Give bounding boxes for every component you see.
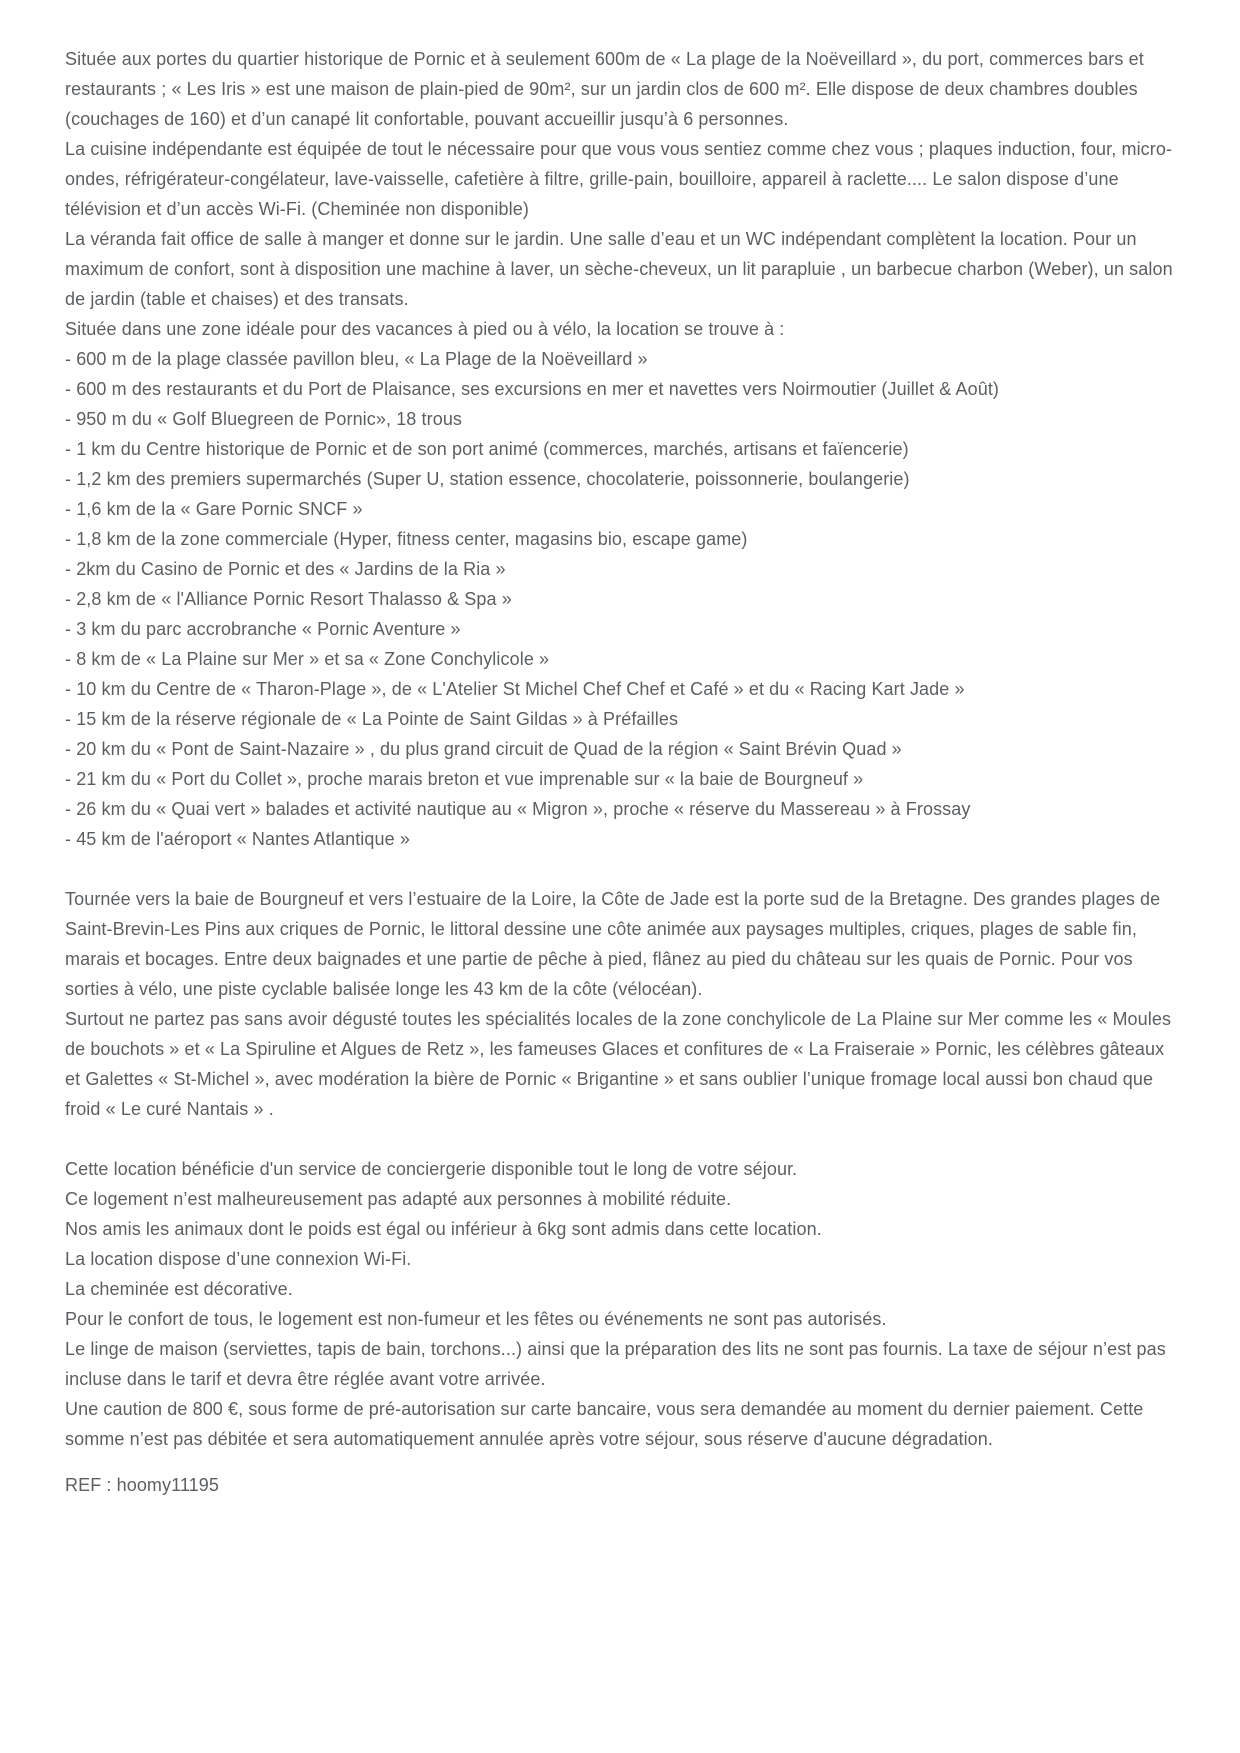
reference-code: REF : hoomy11195 [65,1475,220,1495]
paragraph-rental-conditions: Cette location bénéficie d'un service de conciergerie disponible tout le long de votre séjour. Ce logement n’est malheureusement pas adapté aux personnes à mobilité réduite. Nos amis les animaux dont le poids est égal ou inférieur à 6kg sont admis dans cette location. La location dispose d’une connexion Wi-Fi. La cheminée est décorative. Pour le confort de tous, le logement est non-fumeur et les fêtes ou événements ne sont pas autorisés. Le linge de maison (serviettes, tapis de bain, torchons...) ainsi que la préparation des lits ne sont pas fournis. La taxe de séjour n’est pas incluse dans le tarif et devra être réglée avant votre arrivée. Une caution de 800 €, sous forme de pré-autorisation sur carte bancaire, vous sera demandée au moment du dernier paiement. Cette somme n’est pas débitée et sera automatiquement annulée après votre séjour, sous réserve d'aucune dégradation. [65,1159,1166,1449]
paragraph-region-description: Tournée vers la baie de Bourgneuf et vers l’estuaire de la Loire, la Côte de Jade est la porte sud de la Bretagne. Des grandes plages de Saint-Brevin-Les Pins aux criques de Pornic, le littoral dessine une côte animée aux paysages multiples, criques, plages de sable fin, marais et bocages. Entre deux baignades et une partie de pêche à pied, flânez au pied du château sur les quais de Pornic. Pour vos sorties à vélo, une piste cyclable balisée longe les 43 km de la côte (vélocéan). Surtout ne partez pas sans avoir dégusté toutes les spécialités locales de la zone conchylicole de La Plaine sur Mer comme les « Moules de bouchots » et « La Spiruline et Algues de Retz », les fameuses Glaces et confitures de « La Fraiseraie » Pornic, les célèbres gâteaux et Galettes « St-Michel », avec modération la bière de Pornic « Brigantine » et sans oublier l’unique fromage local aussi bon chaud que froid « Le curé Nantais » . [65,889,1172,1119]
paragraph-house-description: Située aux portes du quartier historique de Pornic et à seulement 600m de « La plage de la Noëveillard », du port, commerces bars et restaurants ; « Les Iris » est une maison de plain-pied de 90m², sur un jardin clos de 600 m². Elle dispose de deux chambres doubles (couchages de 160) et d’un canapé lit confortable, pouvant accueillir jusqu’à 6 personnes. La cuisine indépendante est équipée de tout le nécessaire pour que vous vous sentiez comme chez vous ; plaques induction, four, micro-ondes, réfrigérateur-congélateur, lave-vaisselle, cafetière à filtre, grille-pain, bouilloire, appareil à raclette.... Le salon dispose d’une télévision et d’un accès Wi-Fi. (Cheminée non disponible) La véranda fait office de salle à manger et donne sur le jardin. Une salle d’eau et un WC indépendant complètent la location. Pour un maximum de confort, sont à disposition une machine à laver, un sèche-cheveux, un lit parapluie , un barbecue charbon (Weber), un salon de jardin (table et chaises) et des transats. Située dans une zone idéale pour des vacances à pied ou à vélo, la location se trouve à : - 600 m de la plage classée pavillon bleu, « La Plage de la Noëveillard » - 600 m des restaurants et du Port de Plaisance, ses excursions en mer et navettes vers Noirmoutier (Juillet & Août) - 950 m du « Golf Bluegreen de Pornic», 18 trous - 1 km du Centre historique de Pornic et de son port animé (commerces, marchés, artisans et faïencerie) - 1,2 km des premiers supermarchés (Super U, station essence, chocolaterie, poissonnerie, boulangerie) - 1,6 km de la « Gare Pornic SNCF » - 1,8 km de la zone commerciale (Hyper, fitness center, magasins bio, escape game) - 2km du Casino de Pornic et des « Jardins de la Ria » - 2,8 km de « l'Alliance Pornic Resort Thalasso & Spa » - 3 km du parc accrobranche « Pornic Aventure » - 8 km de « La Plaine sur Mer » et sa « Zone Conchylicole » - 10 km du Centre de « Tharon-Plage », de « L'Atelier St Michel Chef Chef et Café » et du « Racing Kart Jade » - 15 km de la réserve régionale de « La Pointe de Saint Gildas » à Préfailles - 20 km du « Pont de Saint-Nazaire » , du plus grand circuit de Quad de la région « Saint Brévin Quad » - 21 km du « Port du Collet », proche marais breton et vue imprenable sur « la baie de Bourgneuf » - 26 km du « Quai vert » balades et activité nautique au « Migron », proche « réserve du Massereau » à Frossay - 45 km de l'aéroport « Nantes Atlantique » [65,49,1173,849]
